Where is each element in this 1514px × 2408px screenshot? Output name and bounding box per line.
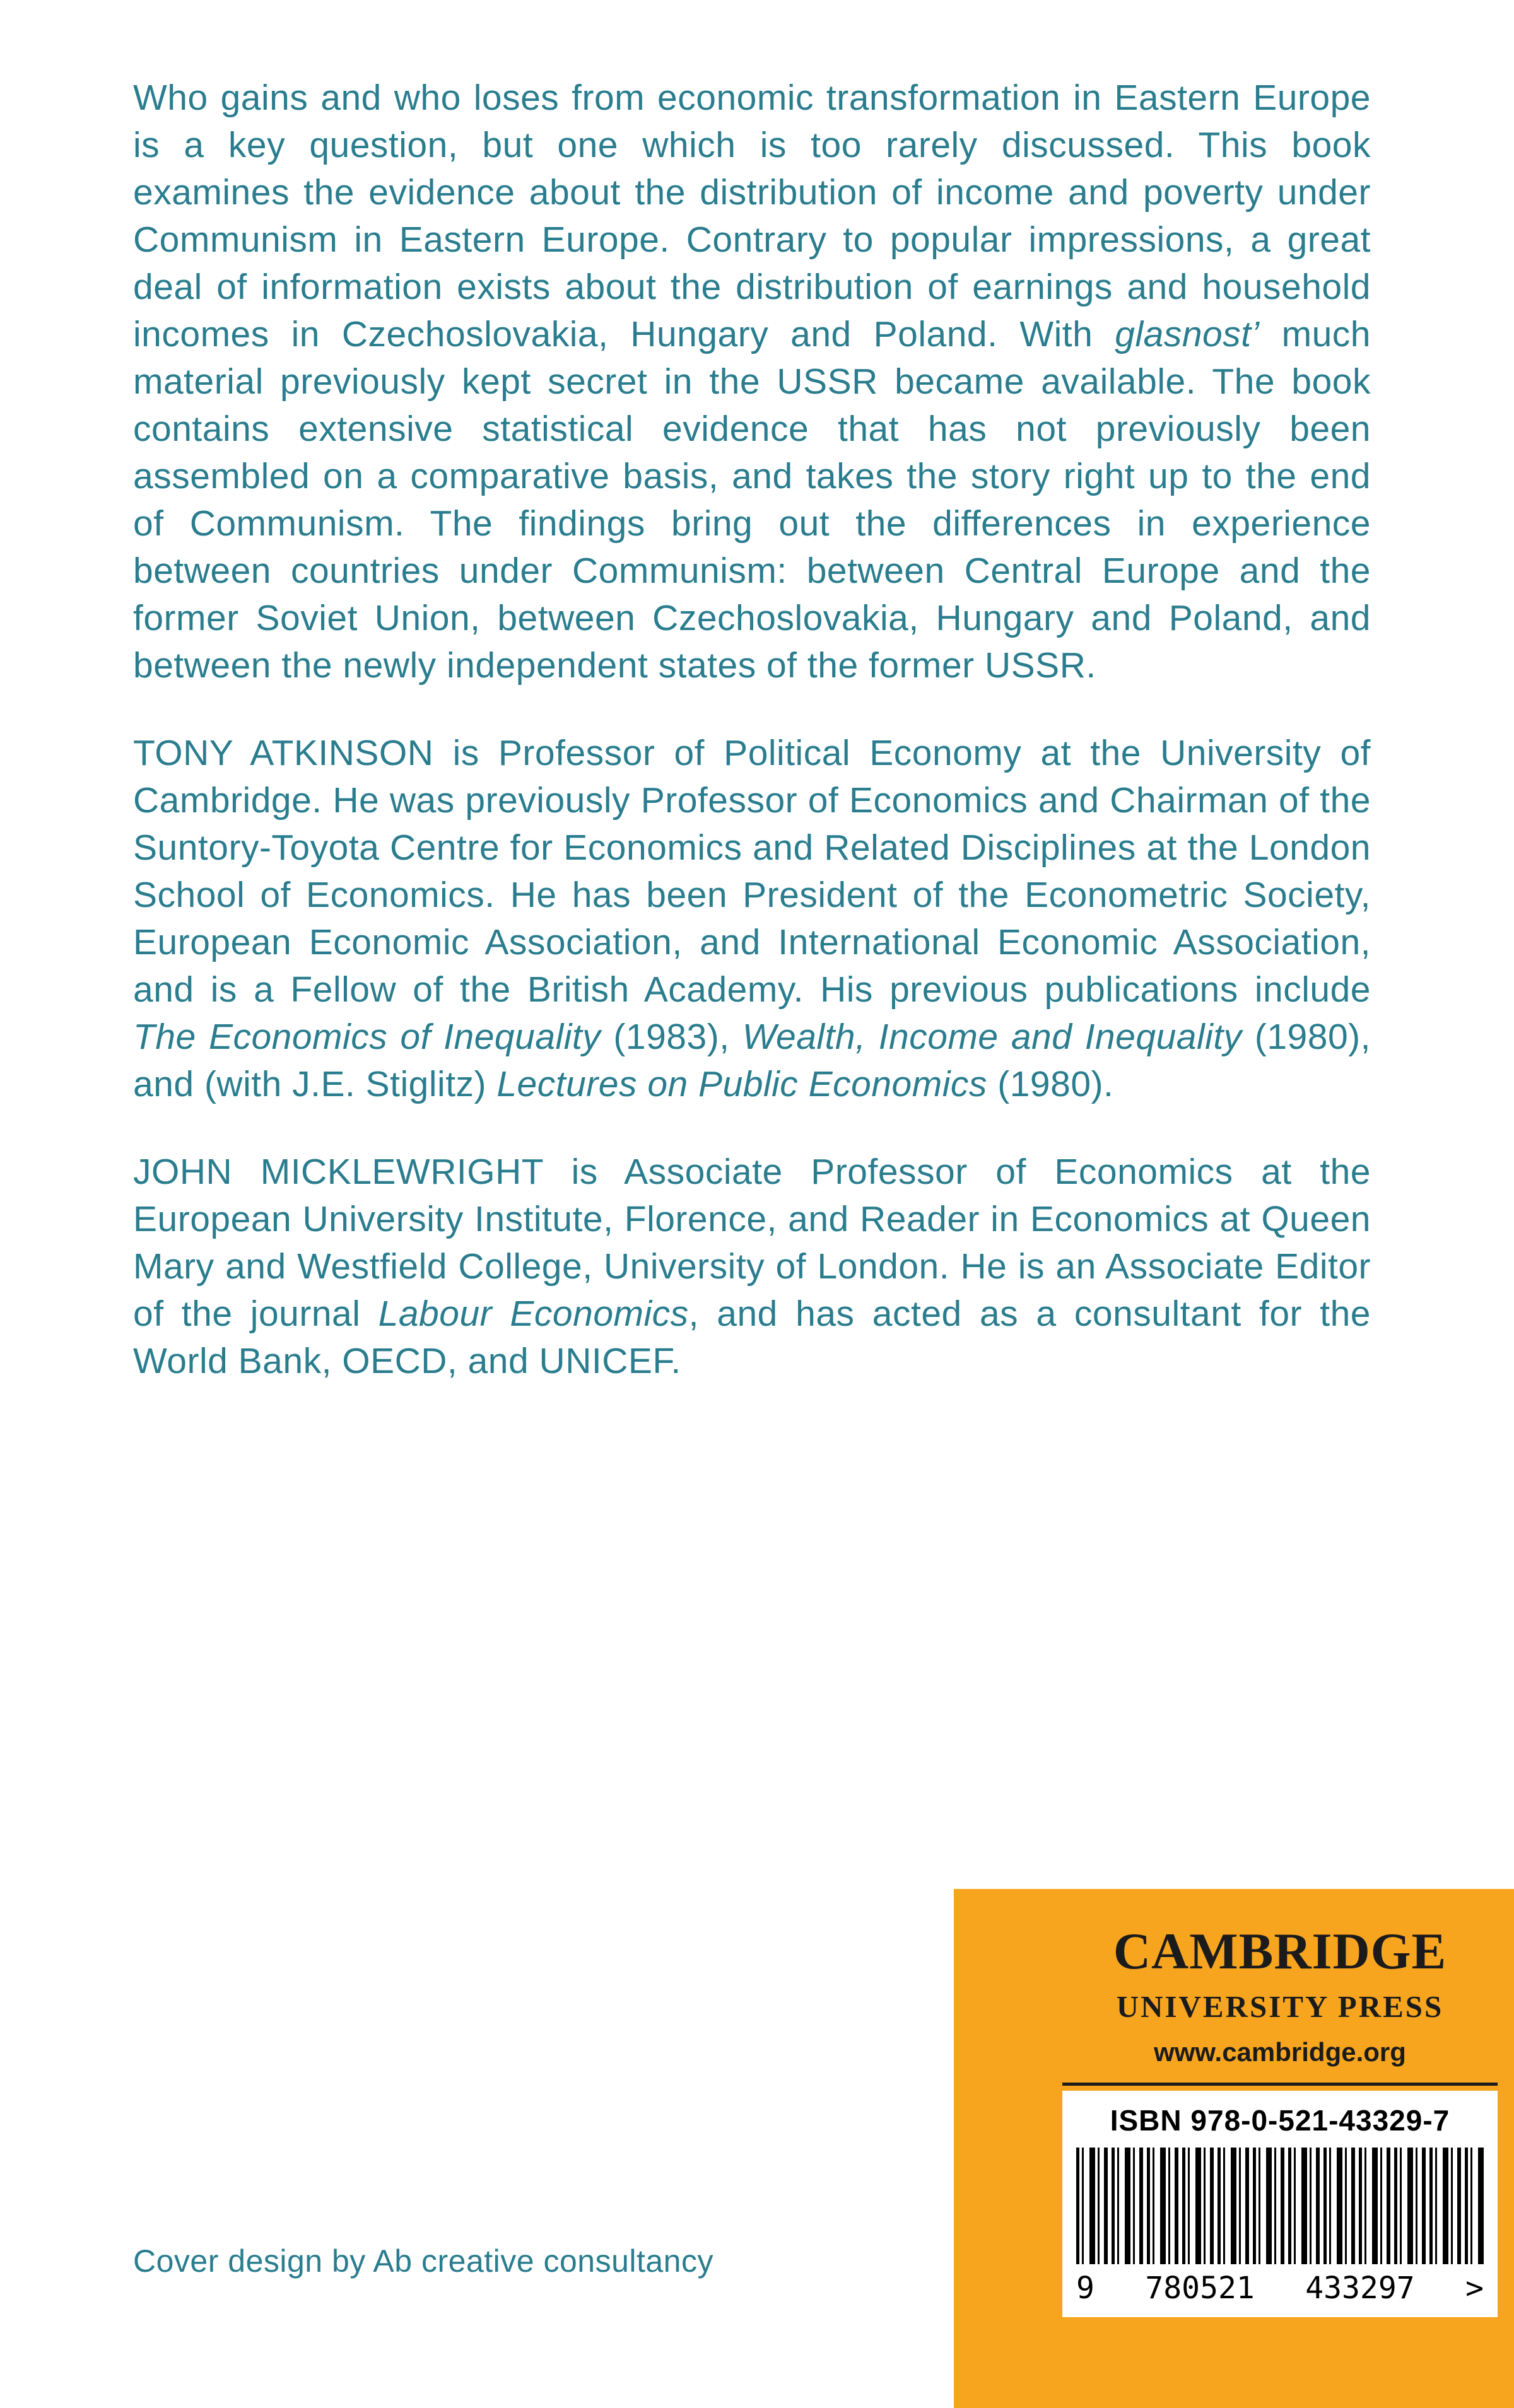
publisher-panel-content [1062, 1889, 1498, 2317]
barcode-chevron-icon: > [1465, 2271, 1484, 2306]
barcode-digits-left: 780521 [1145, 2271, 1255, 2306]
publisher-url: www.cambridge.org [1154, 2037, 1406, 2067]
publisher-logo-cambridge: CAMBRIDGE [1113, 1922, 1447, 1980]
barcode [1076, 2148, 1484, 2306]
panel-divider [1062, 2083, 1498, 2086]
barcode-bars [1076, 2148, 1484, 2264]
isbn-box [1062, 2091, 1498, 2317]
isbn-label: ISBN 978-0-521-43329-7 [1110, 2104, 1450, 2137]
barcode-digits [1076, 2271, 1484, 2306]
cover-text-column [133, 74, 1371, 1425]
blurb-paragraph: Who gains and who loses from economic transformation in Eastern Europe is a key question, but one which is too rarely discussed. This book examines the evidence about the distribution of income and poverty under Communism in Eastern Europe. Contrary to popular impressions, a great deal of information exists about the distribution of earnings and household incomes in Czechoslovakia, Hungary and Poland. With glasnost’ much material previously kept secret in the USSR became available. The book contains extensive statistical evidence that has not previously been assembled on a comparative basis, and takes the story right up to the end of Communism. The findings bring out the differences in experience between countries under Communism: between Central Europe and the former Soviet Union, between Czechoslovakia, Hungary and Poland, and between the newly independent states of the former USSR. [133, 78, 1371, 686]
barcode-digit-first: 9 [1076, 2271, 1094, 2306]
author-bio-micklewright: JOHN MICKLEWRIGHT is Associate Professor of Economics at the European University Institute, Florence, and Reader in Economics at Queen Mary and Westfield College, University of London. He is an Associate Editor of the journal Labour Economics, and has acted as a consultant for the World Bank, OECD, and UNICEF. [133, 1152, 1371, 1381]
cover-design-credit: Cover design by Ab creative consultancy [133, 2243, 713, 2279]
publisher-logo-university-press: UNIVERSITY PRESS [1116, 1989, 1444, 2024]
publisher-panel [954, 1889, 1514, 2408]
author-bio-atkinson: TONY ATKINSON is Professor of Political Economy at the University of Cambridge. He was previously Professor of Economics and Chairman of the Suntory-Toyota Centre for Economics and Related Disciplines at the London School of Economics. He has been President of the Econometric Society, European Economic Association, and International Economic Association, and is a Fellow of the British Academy. His previous publications include The Economics of Inequality (1983), Wealth, Income and Inequality (1980), and (with J.E. Stiglitz) Lectures on Public Economics (1980). [133, 733, 1371, 1104]
barcode-digits-right: 433297 [1305, 2271, 1415, 2306]
